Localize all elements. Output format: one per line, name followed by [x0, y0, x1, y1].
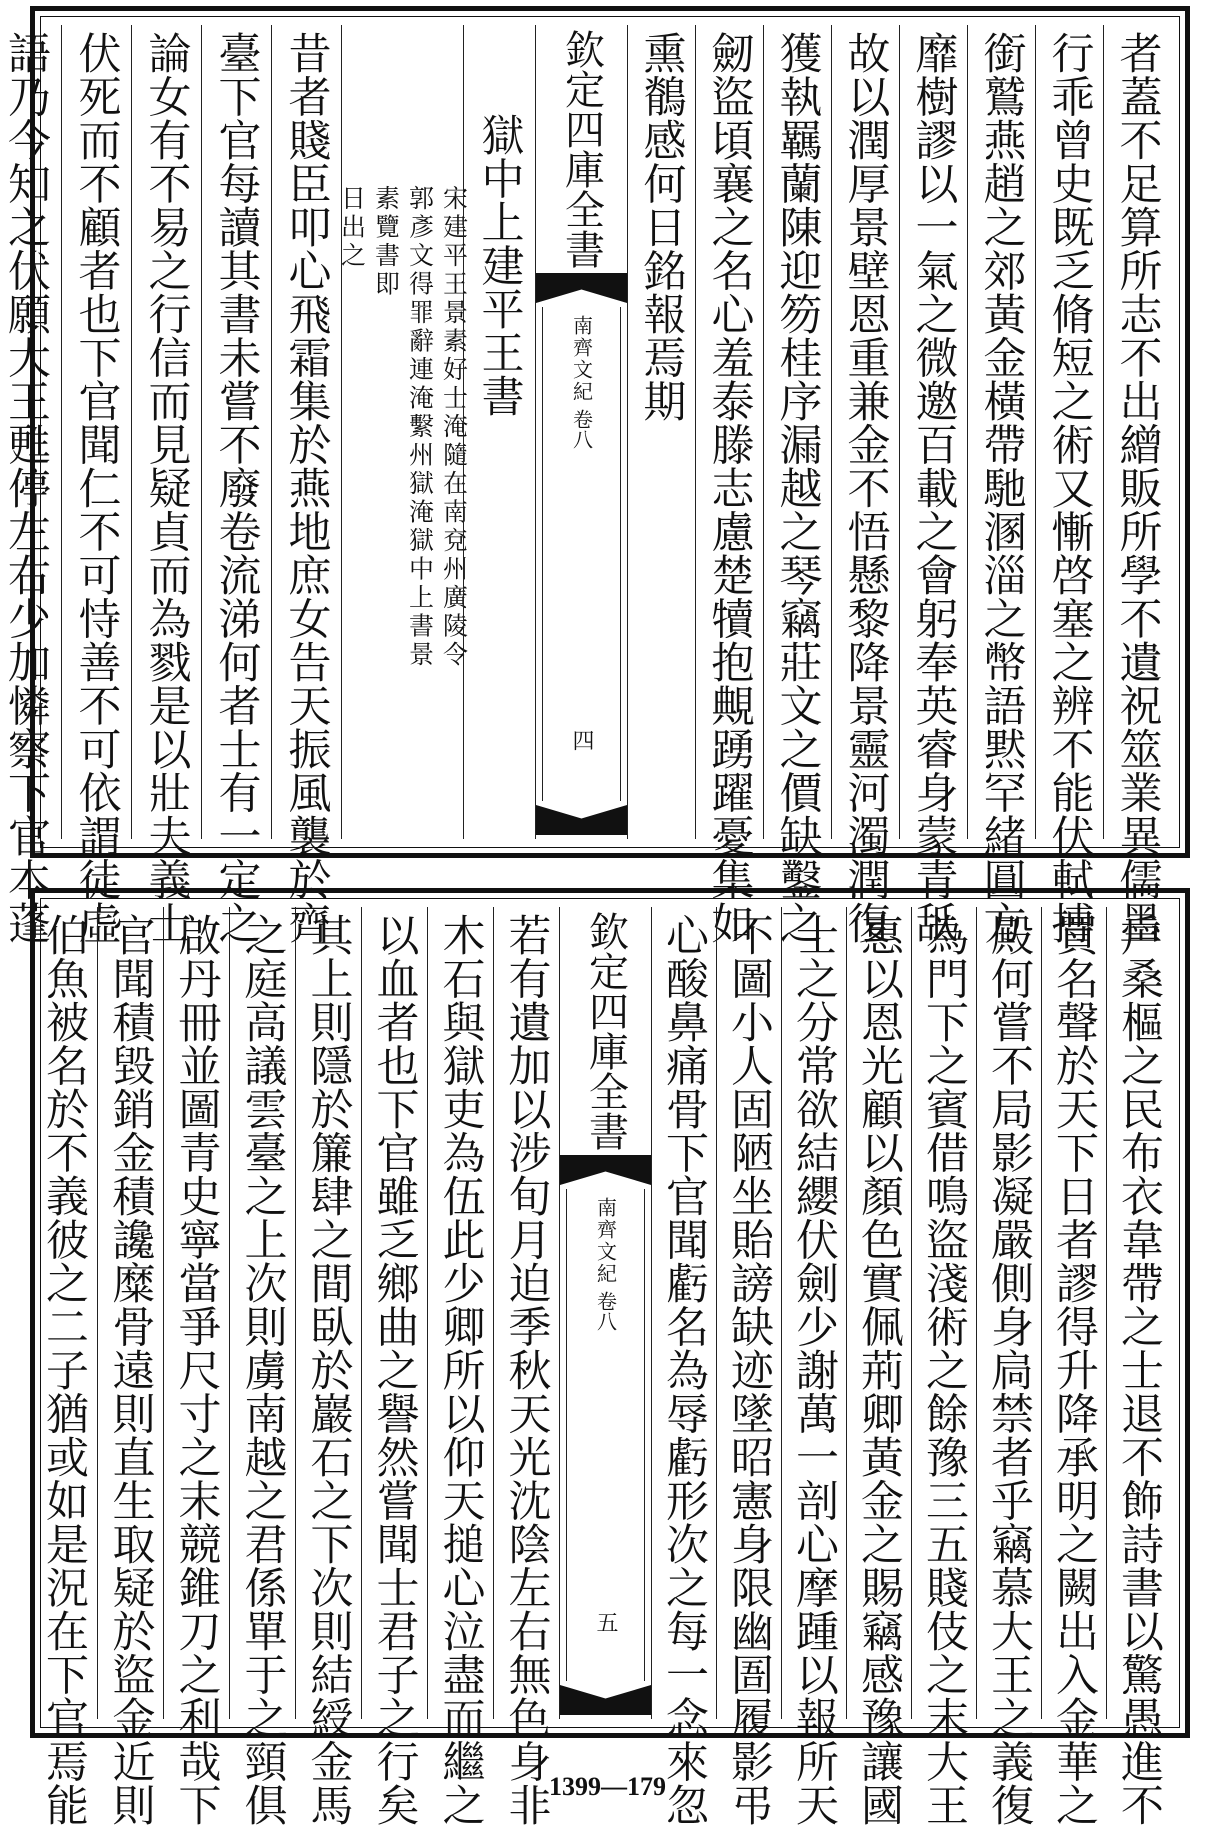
text-line: 故以潤厚景壁恩重兼金不悟懸黎降景靈河濁潤復	[840, 31, 891, 945]
text-line: 臺下官每讀其書未嘗不廢卷流涕何者士有一定之	[211, 31, 262, 945]
text-line: 啟丹冊並圖青史寧當爭尺寸之末競錐刀之利哉下	[171, 913, 222, 1827]
top-page	[1, 6, 1190, 945]
center-spine	[535, 25, 627, 839]
text-column	[31, 907, 97, 1827]
text-column	[97, 907, 163, 1827]
text-column	[61, 25, 131, 945]
annotation-line: 宋建平王景素好士淹隨在南兗州廣陵令	[439, 185, 469, 670]
text-column	[763, 25, 831, 945]
page-number: 1399—179	[549, 1772, 666, 1801]
text-column	[201, 25, 271, 945]
text-column	[695, 25, 763, 945]
text-line: 之庭高議雲臺之上次則虜南越之君係單于之頸俱	[237, 913, 288, 1827]
text-line: 伏死而不顧者也下官聞仁不可恃善不可依謂徒虛	[71, 31, 122, 945]
spine-middle	[542, 307, 621, 801]
text-line: 昔者賤臣叩心飛霜集於燕地庶女告天振風襲於齊	[281, 31, 332, 945]
text-line: 熏鶺感何日銘報焉期	[636, 31, 687, 423]
text-column	[781, 907, 846, 1827]
text-column	[427, 907, 493, 1827]
annotation-line: 郭彥文得罪辭連淹繫州獄淹獄中上書景	[405, 185, 435, 670]
text-line: 惠以恩光顧以顏色實佩荊卿黃金之賜竊感豫讓國	[854, 913, 904, 1827]
text-line: 銜鷲燕趙之郊黃金橫帶馳溷淄之幣語黙罕緒圓方	[976, 31, 1027, 945]
annotation-line: 素覽書即	[371, 185, 401, 299]
text-column	[967, 25, 1035, 945]
text-column	[1035, 25, 1103, 945]
text-line: 木石與獄吏為伍此少卿所以仰天搥心泣盡而繼之	[435, 913, 486, 1827]
spine-leaf-number: 四	[569, 729, 594, 751]
annotation-line: 日出之	[337, 185, 367, 271]
text-line: 若有遺加以涉旬月迫季秋天光沈陰左右無色身非	[501, 913, 552, 1827]
text-line: 殿何嘗不局影凝嚴側身扃禁者乎竊慕大王之義復	[984, 913, 1034, 1827]
fishtail-mark-bottom	[536, 805, 627, 835]
annotation-block	[337, 25, 469, 670]
fishtail-mark-bottom	[560, 1685, 651, 1715]
text-column	[899, 25, 967, 945]
text-column	[831, 25, 899, 945]
text-column	[846, 907, 911, 1827]
spine-volume: 卷八	[569, 409, 594, 449]
text-line: 以血者也下官雖乏鄉曲之譽然嘗聞士君子之行矣	[369, 913, 420, 1827]
fishtail-mark-top	[536, 273, 627, 303]
spine-head: 欽定四庫全書	[582, 911, 629, 1151]
text-column	[651, 907, 716, 1827]
fishtail-mark-top	[560, 1155, 651, 1185]
text-line: 伯魚被名於不義彼之二子猶或如是況在下官焉能	[39, 913, 89, 1827]
spine-head: 欽定四庫全書	[558, 29, 605, 269]
text-line: 買名聲於天下日者謬得升降承明之闕出入金華之	[1049, 913, 1099, 1827]
text-column	[271, 25, 341, 945]
text-column	[361, 907, 427, 1827]
heading-column	[463, 25, 535, 839]
essay-title: 獄中上建平王書	[474, 113, 525, 418]
text-column	[295, 907, 361, 1827]
text-column	[1041, 907, 1106, 1827]
spine-volume: 卷八	[593, 1291, 618, 1331]
center-spine	[559, 907, 651, 1719]
text-line: 心酸鼻痛骨下官聞虧名為辱虧形次之每一念來忽	[659, 913, 709, 1827]
text-line: 者蓋不足算所志不出繒販所學不遺祝筮業異儒墨	[1112, 31, 1163, 945]
spine-title: 南齊文紀	[569, 315, 594, 403]
text-column	[131, 25, 201, 945]
text-column	[976, 907, 1041, 1827]
text-column	[627, 25, 695, 839]
text-line: 不圖小人固陋坐貽謗缺迹墜昭憲身限幽圄履影弔	[724, 913, 774, 1827]
text-column	[1103, 25, 1171, 945]
text-line: 靡樹謬以一氣之微邀百載之會躬奉英睿身蒙青䑛	[908, 31, 959, 945]
text-line: 行乖曾史既乏脩短之術又慚啓塞之辨不能伏軾搏	[1044, 31, 1095, 945]
text-line: 其上則隱於簾肆之間臥於巖石之下次則結綬金馬	[303, 913, 354, 1827]
text-column	[1106, 907, 1171, 1827]
text-line: 戶桑樞之民布衣韋帶之士退不飾詩書以驚愚進不	[1114, 913, 1164, 1827]
text-column	[716, 907, 781, 1827]
text-line: 語乃今知之伏願大王甦停左右少加憐察下官本蓬	[1, 31, 51, 945]
text-column	[229, 907, 295, 1827]
spine-title: 南齊文紀	[593, 1197, 618, 1285]
text-line: 獲執羈蘭陳迎笏桂序漏越之琴竊莊文之價缺鑿之	[772, 31, 823, 945]
text-line: 士之分常欲結纓伏劍少謝萬一剖心摩踵以報所天	[789, 913, 839, 1827]
text-line: 論女有不易之行信而見疑貞而為戮是以壯夫義士	[141, 31, 192, 945]
text-column	[0, 25, 61, 945]
top-page-columns	[1, 25, 1171, 945]
text-column	[493, 907, 559, 1827]
text-line: 劒盜頃襄之名心羞泰滕志慮楚犢抱覥踴躍憂集如	[704, 31, 755, 945]
spine-middle	[566, 1189, 645, 1681]
text-line: 為門下之賓借鳴盜淺術之餘豫三五賤伎之末大王	[919, 913, 969, 1827]
spine-leaf-number: 五	[593, 1611, 618, 1633]
text-line: 官聞積毀銷金積讒糜骨遠則直生取疑於盜金近則	[105, 913, 156, 1827]
text-column	[911, 907, 976, 1827]
annotation-column	[337, 25, 469, 839]
text-column	[163, 907, 229, 1827]
